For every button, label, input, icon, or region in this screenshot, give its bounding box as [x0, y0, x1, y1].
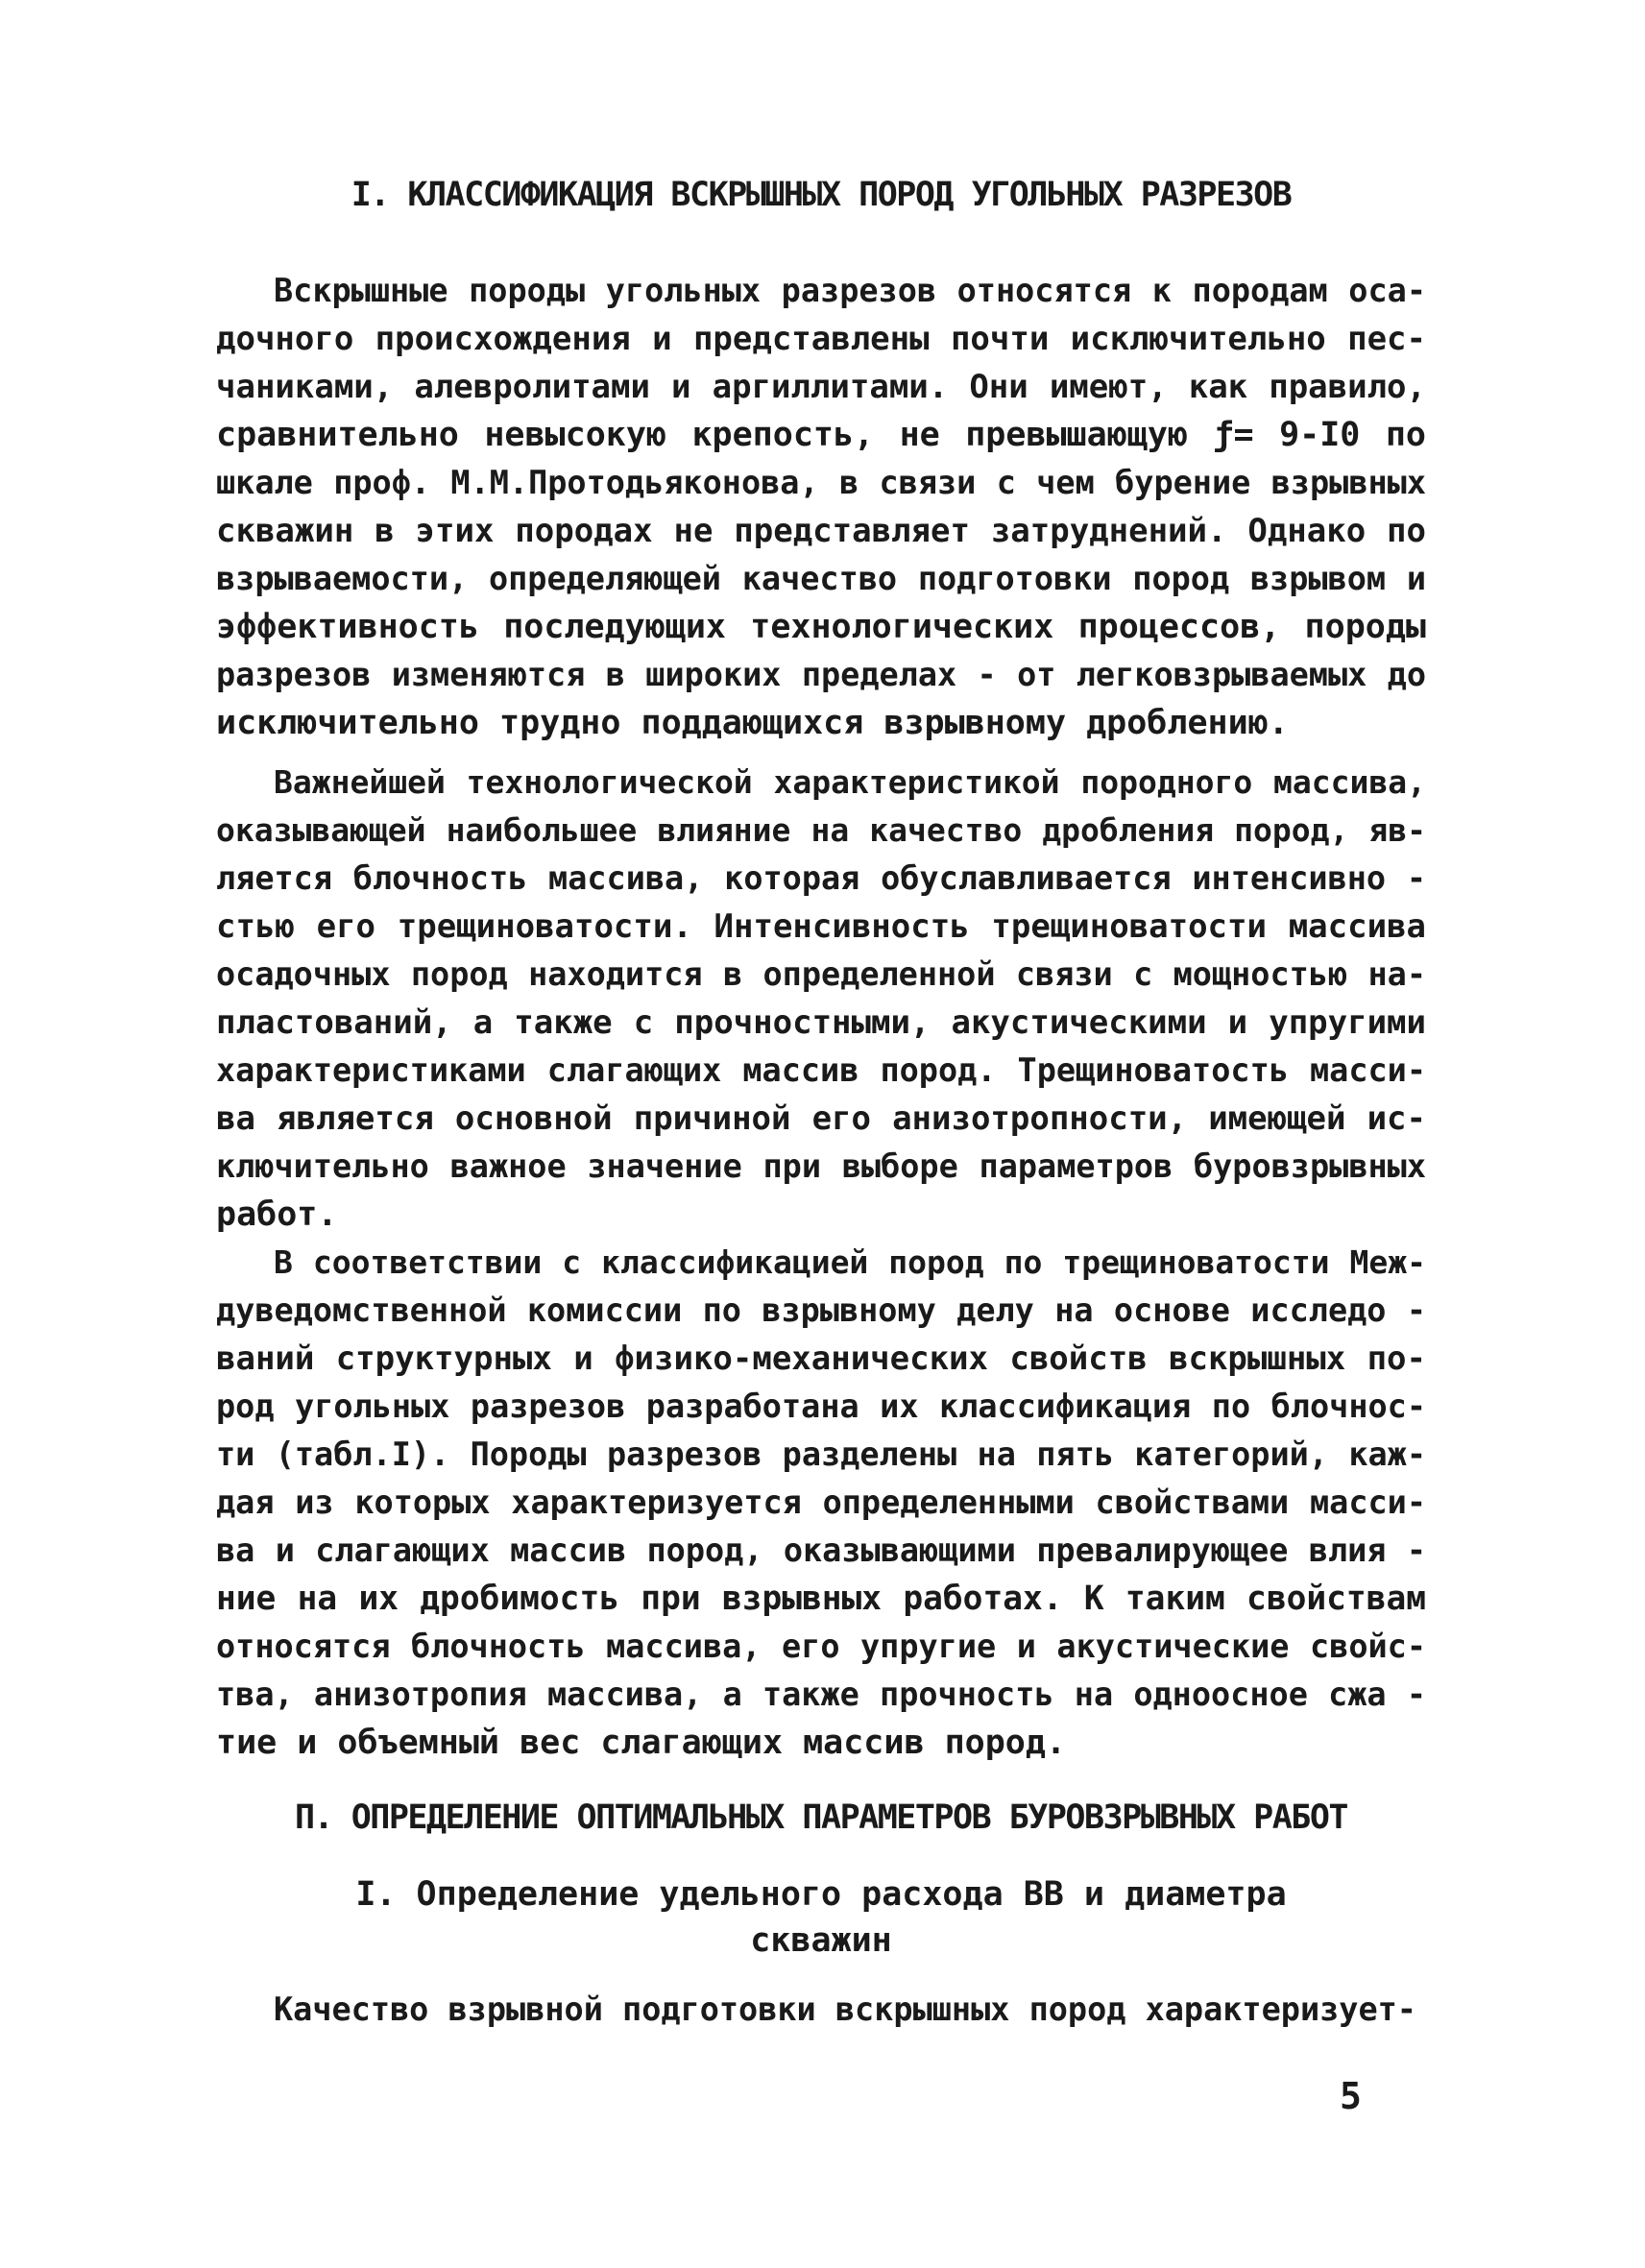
paragraph-1-line: дочного происхождения и представлены почти исключительно пес- [216, 320, 1426, 358]
paragraph-2-line: Важнейшей технологической характеристикой породного массива, [274, 763, 1426, 801]
subsection-title-line-1: I. Определение удельного расхода ВВ и диаметра [355, 1875, 1287, 1914]
paragraph-2-line: оказывающей наибольшее влияние на качество дробления пород, яв- [216, 811, 1426, 849]
paragraph-1-line: шкале проф. М.М.Протодьяконова, в связи с чем бурение взрывных [216, 464, 1426, 501]
paragraph-3-line: тие и объемный вес слагающих массив пород. [216, 1724, 1067, 1762]
paragraph-3-line: ва и слагающих массив пород, оказывающими превалирующее влия - [216, 1532, 1426, 1569]
paragraph-2-line: стью его трещиноватости. Интенсивность трещиноватости массива [216, 907, 1426, 946]
section-1-title: I. КЛАССИФИКАЦИЯ ВСКРЫШНЫХ ПОРОД УГОЛЬНЫХ РАЗРЕЗОВ [351, 176, 1292, 214]
paragraph-2-line: ва является основной причиной его анизотропности, имеющей ис- [216, 1099, 1426, 1138]
paragraph-1-line: разрезов изменяются в широких пределах - от легковзрываемых до [216, 656, 1426, 693]
section-2-paragraph-start: Качество взрывной подготовки вскрышных пород характеризует- [274, 1991, 1416, 2028]
section-2-title: П. ОПРЕДЕЛЕНИЕ ОПТИМАЛЬНЫХ ПАРАМЕТРОВ БУРОВЗРЫВНЫХ РАБОТ [294, 1798, 1348, 1837]
paragraph-3-line: тва, анизотропия массива, а также прочность на одноосное сжа - [216, 1676, 1426, 1713]
paragraph-1-line: скважин в этих породах не представляет затруднений. Однако по [216, 512, 1426, 550]
paragraph-1-line: эффективность последующих технологических процессов, породы [216, 608, 1426, 646]
paragraph-2-line: ляется блочность массива, которая обуславливается интенсивно - [216, 859, 1426, 897]
paragraph-3-line: род угольных разрезов разработана их классификация по блочнос- [216, 1387, 1426, 1425]
page-number: 5 [1340, 2075, 1362, 2117]
paragraph-3-line: ваний структурных и физико-механических свойств вскрышных по- [216, 1339, 1426, 1378]
paragraph-2-line: ключительно важное значение при выборе параметров буровзрывных [216, 1147, 1426, 1185]
paragraph-3-line: относятся блочность массива, его упругие и акустические свойс- [216, 1628, 1426, 1665]
paragraph-1-line: чаниками, алевролитами и аргиллитами. Они имеют, как правило, [216, 368, 1426, 406]
paragraph-3-line: ти (табл.I). Породы разрезов разделены на пять категорий, каж- [216, 1436, 1426, 1473]
paragraph-1-line: исключительно трудно поддающихся взрывному дроблению. [216, 704, 1289, 742]
paragraph-3-line: дая из которых характеризуется определенными свойствами масси- [216, 1484, 1426, 1521]
paragraph-3-line: дуведомственной комиссии по взрывному делу на основе исследо - [216, 1291, 1426, 1329]
paragraph-2-line: характеристиками слагающих массив пород. Трещиноватость масси- [216, 1051, 1426, 1089]
paragraph-2-line: пластований, а также с прочностными, акустическими и упругими [216, 1003, 1426, 1042]
paragraph-3-line: ние на их дробимость при взрывных работах. К таким свойствам [216, 1580, 1426, 1618]
subsection-title-line-2: скважин [750, 1921, 892, 1960]
paragraph-3-line: В соответствии с классификацией пород по трещиноватости Меж- [274, 1243, 1426, 1281]
paragraph-1-line: взрываемости, определяющей качество подготовки пород взрывом и [216, 560, 1426, 597]
paragraph-1-line: сравнительно невысокую крепость, не превышающую ƒ= 9-I0 по [216, 416, 1426, 454]
paragraph-2-line: осадочных пород находится в определенной связи с мощностью на- [216, 955, 1426, 993]
paragraph-2-line: работ. [216, 1195, 338, 1234]
paragraph-1-line: Вскрышные породы угольных разрезов относятся к породам оса- [274, 272, 1426, 309]
